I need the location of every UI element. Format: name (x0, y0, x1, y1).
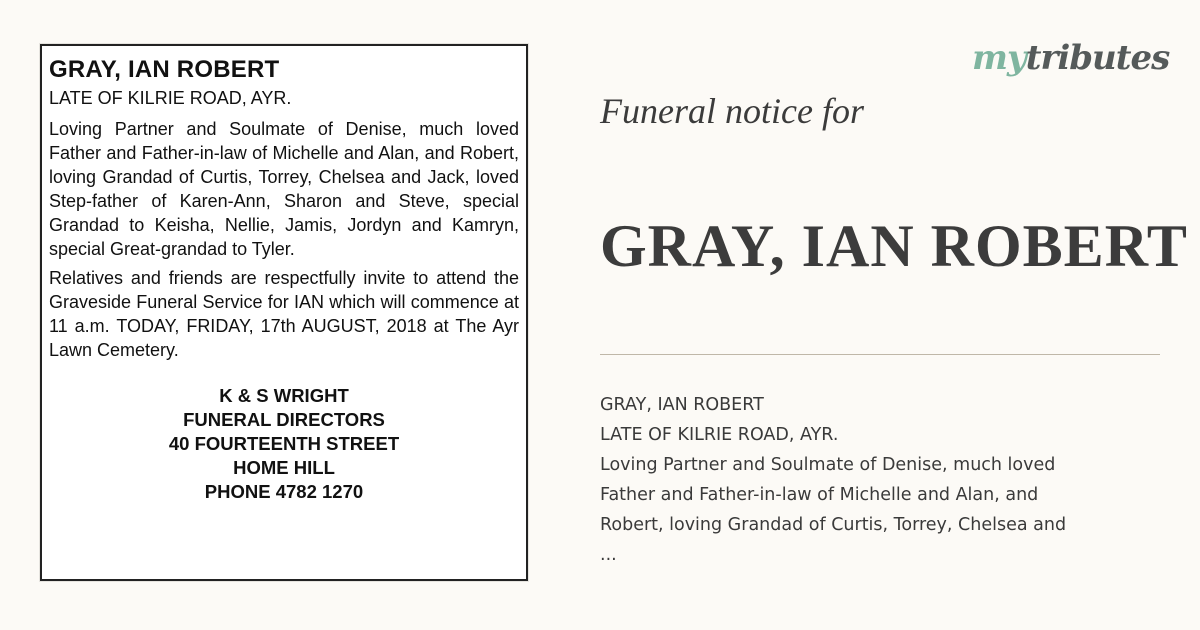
logo-my: my (972, 38, 1026, 78)
summary-line: Loving Partner and Soulmate of Denise, much loved (600, 455, 1056, 475)
funeral-notice-label: Funeral notice for (600, 91, 864, 131)
newspaper-notice-image (40, 44, 528, 581)
notice-deceased-name: GRAY, IAN ROBERT (49, 56, 280, 83)
director-phone: PHONE 4782 1270 (204, 481, 364, 502)
notice-family-paragraph: Loving Partner and Soulmate of Denise, much loved Father and Father-in-law of Michelle and Alan, and Robert, loving Grandad of Curtis, Torrey, Chelsea and Jack, loved Step-father of Karen-Ann, Sharon and Steve, special Grandad to Keisha, Nellie, Jamis, Jordyn and Kamryn, special Great-grandad to Tyler. (49, 119, 519, 259)
notice-summary (600, 390, 1160, 570)
director-address: 40 FOURTEENTH STREET (168, 433, 400, 454)
notice-service-paragraph: Relatives and friends are respectfully invite to attend the Graveside Funeral Service for IAN which will commence at 11 a.m. TODAY, FRIDAY, 17th AUGUST, 2018 at The Ayr Lawn Cemetery. (49, 268, 519, 360)
director-town: HOME HILL (233, 457, 335, 478)
summary-line: Robert, loving Grandad of Curtis, Torrey, Chelsea and (600, 515, 1067, 535)
summary-line: Father and Father-in-law of Michelle and Alan, and (600, 485, 1039, 505)
mytributes-logo (972, 38, 1169, 78)
funeral-director-block (49, 384, 519, 504)
summary-line: LATE OF KILRIE ROAD, AYR. (600, 425, 839, 445)
deceased-name-heading: GRAY, IAN ROBERT (600, 213, 1188, 279)
logo-tributes: tributes (1025, 38, 1170, 78)
summary-line: GRAY, IAN ROBERT (600, 395, 764, 415)
summary-ellipsis: ... (600, 545, 617, 565)
director-title: FUNERAL DIRECTORS (183, 409, 385, 430)
director-name: K & S WRIGHT (219, 385, 349, 406)
notice-late-of: LATE OF KILRIE ROAD, AYR. (49, 88, 292, 108)
divider (600, 354, 1160, 355)
